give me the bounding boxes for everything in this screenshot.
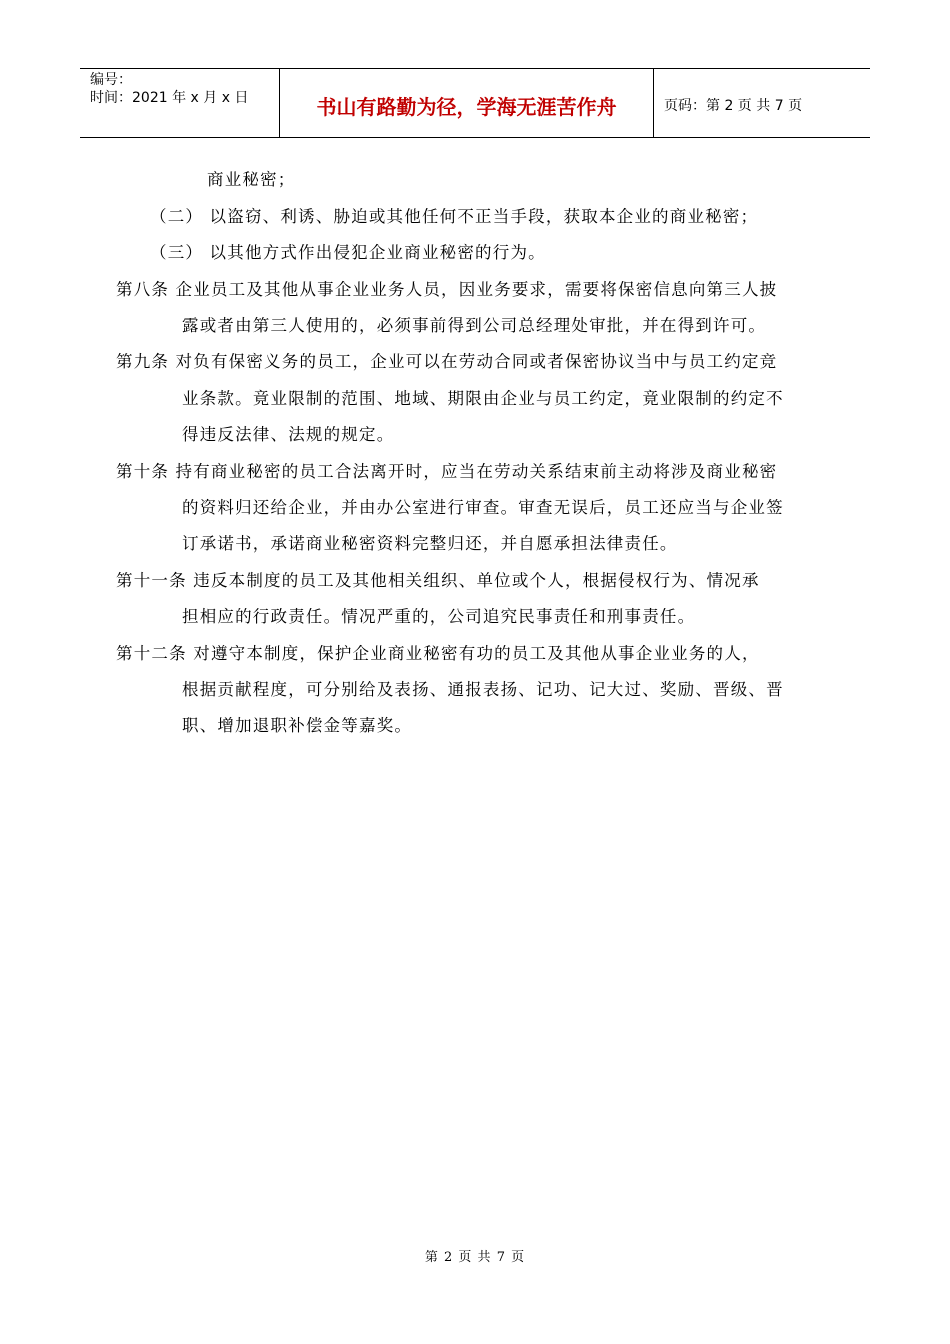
document-number-label: 编号： — [90, 72, 132, 88]
text-line: （三） 以其他方式作出侵犯企业商业秘密的行为。 — [150, 243, 546, 262]
page-header — [80, 68, 870, 138]
article-9-line: 业条款。竟业限制的范围、地域、期限由企业与员工约定，竟业限制的约定不 — [182, 389, 784, 408]
article-12-line: 根据贡献程度，可分别给及表扬、通报表扬、记功、记大过、奖励、晋级、晋 — [182, 680, 784, 699]
page-footer: 第 2 页 共 7 页 — [424, 1250, 526, 1265]
header-page-info: 页码：第 2 页 共 7 页 — [664, 98, 803, 114]
article-11-line: 第十一条 违反本制度的员工及其他相关组织、单位或个人，根据侵权行为、情况承 — [116, 571, 760, 590]
article-10-line: 第十条 持有商业秘密的员工合法离开时，应当在劳动关系结束前主动将涉及商业秘密 — [116, 462, 778, 481]
article-10-line: 的资料归还给企业，并由办公室进行审查。审查无误后，员工还应当与企业签 — [182, 498, 784, 517]
article-12-line: 职、增加退职补偿金等嘉奖。 — [182, 716, 413, 735]
article-9-line: 第九条 对负有保密义务的员工，企业可以在劳动合同或者保密协议当中与员工约定竞 — [116, 352, 778, 371]
text-line: （二） 以盗窃、利诱、胁迫或其他任何不正当手段，获取本企业的商业秘密； — [150, 207, 759, 226]
article-8-line: 露或者由第三人使用的，必须事前得到公司总经理处审批，并在得到许可。 — [182, 316, 767, 335]
article-8-line: 第八条 企业员工及其他从事企业业务人员，因业务要求，需要将保密信息向第三人披 — [116, 280, 778, 299]
header-motto: 书山有路勤为径，学海无涯苦作舟 — [280, 69, 654, 137]
article-9-line: 得违反法律、法规的规定。 — [182, 425, 395, 444]
article-10-line: 订承诺书，承诺商业秘密资料完整归还，并自愿承担法律责任。 — [182, 534, 678, 553]
text-line: 商业秘密； — [207, 170, 296, 189]
article-12-line: 第十二条 对遵守本制度，保护企业商业秘密有功的员工及其他从事企业业务的人， — [116, 644, 760, 663]
document-date: 时间：2021 年 x 月 x 日 — [90, 90, 249, 106]
header-meta — [80, 69, 280, 137]
article-11-line: 担相应的行政责任。情况严重的，公司追究民事责任和刑事责任。 — [182, 607, 696, 626]
